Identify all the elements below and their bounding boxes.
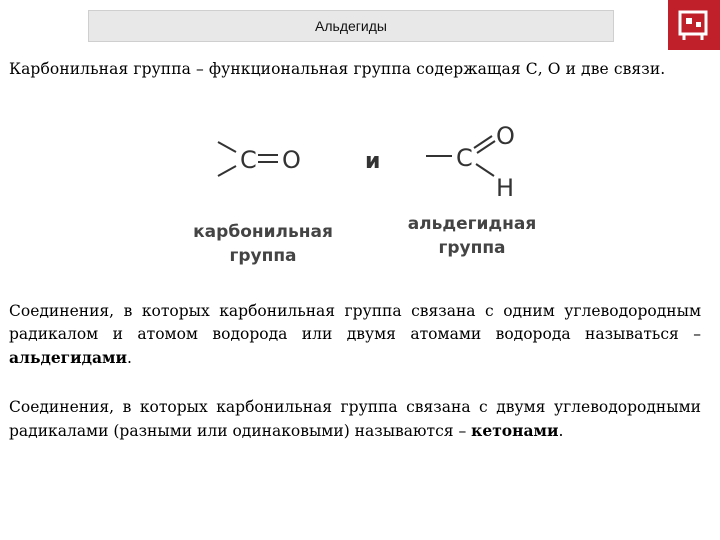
right-oxygen: O	[496, 122, 515, 150]
bond-to-hydrogen	[476, 164, 494, 176]
right-hydrogen: H	[496, 174, 515, 202]
logo-icon	[674, 8, 714, 42]
term-ketones: кетонами	[471, 421, 559, 440]
left-oxygen: O	[282, 146, 301, 174]
slide-title-bar	[88, 10, 614, 42]
right-carbon: C	[456, 144, 473, 172]
ketones-definition: Соединения, в которых карбонильная группа связана с двумя углеводородными радикалами (разными или одинаковыми) называются – кетонами.	[9, 398, 701, 440]
carbonyl-label: карбонильная группа	[193, 222, 333, 266]
double-bond-up-1	[474, 136, 492, 148]
left-carbon: C	[240, 146, 257, 174]
term-aldehydes: альдегидами	[9, 348, 128, 367]
aldehydes-definition: Соединения, в которых карбонильная группа связана с одним углеводородным радикалом и атомом водорода или двумя атомами водорода называться – альдегидами.	[9, 302, 701, 367]
carbonyl-groups-figure	[170, 118, 610, 278]
intro-text: Карбонильная группа – функциональная группа содержащая С, О и две связи.	[9, 60, 666, 78]
aldehyde-label: альдегидная группа	[407, 214, 537, 258]
bond-upper-left	[218, 142, 236, 152]
corner-logo-tab	[668, 0, 720, 50]
conjunction: и	[365, 149, 381, 174]
slide-title: Альдегиды	[315, 18, 387, 34]
double-bond-up-2	[477, 141, 495, 153]
bond-lower-left	[218, 166, 236, 176]
